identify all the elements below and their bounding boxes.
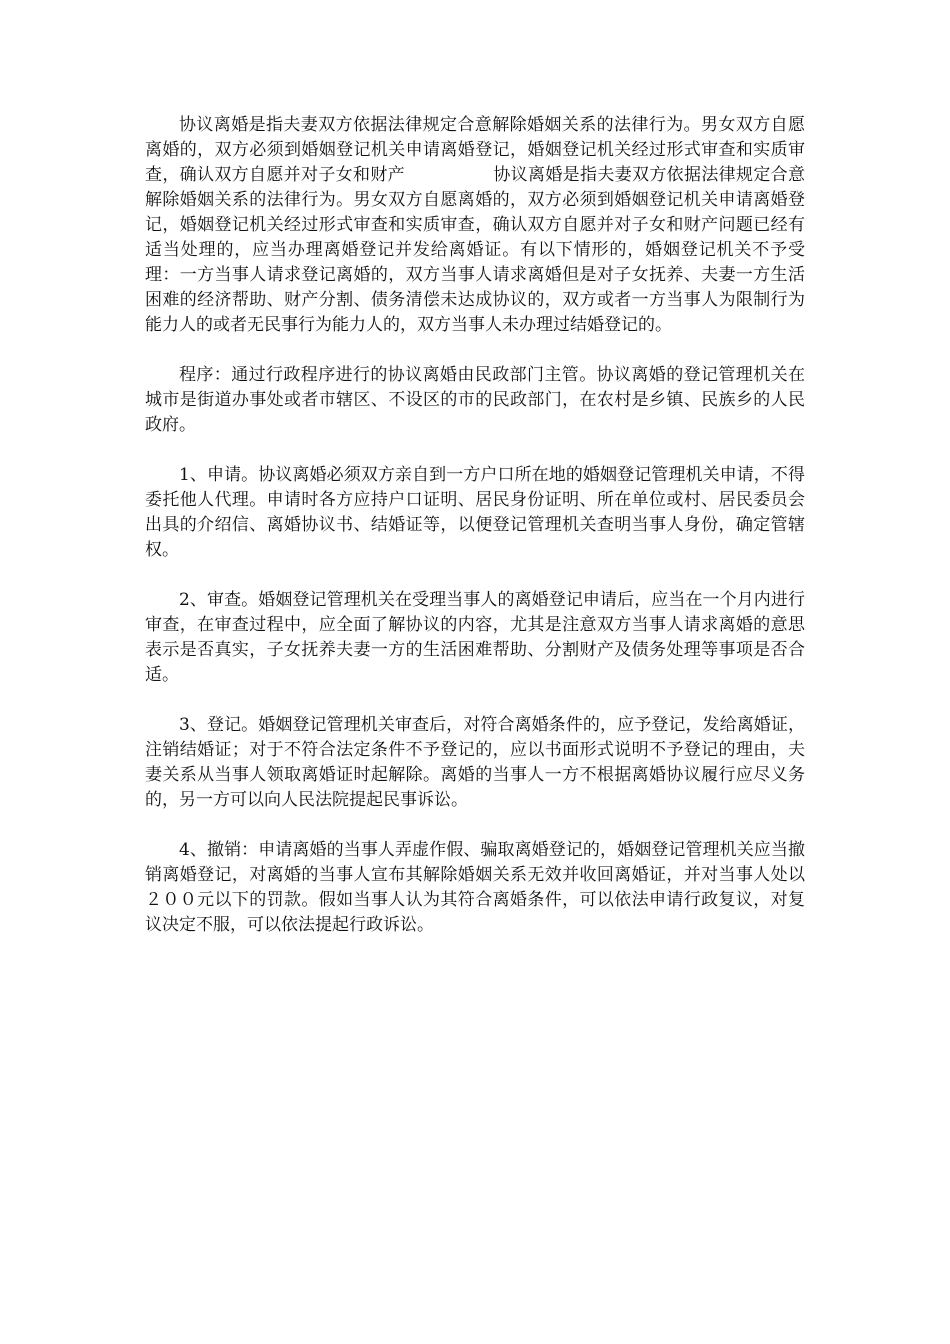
- paragraph-definition-part2: 协议离婚是指夫妻双方依据法律规定合意解除婚姻关系的法律行为。男女双方自愿离婚的，双方必须到婚姻登记机关申请离婚登记，婚姻登记机关经过形式审查和实质审查，确认双方自愿并对子女和财产问题已经有适当处理的，应当办理离婚登记并发给离婚证。有以下情形的，婚姻登记机关不予受理：一方当事人请求登记离婚的，双方当事人请求离婚但是对子女抚养、夫妻一方生活困难的经济帮助、财产分割、债务清偿未达成协议的，双方或者一方当事人为限制行为能力人的或者无民事行为能力人的，双方当事人未办理过结婚登记的。: [145, 165, 805, 335]
- paragraph-revocation: 4、撤销：申请离婚的当事人弄虚作假、骗取离婚登记的，婚姻登记管理机关应当撤销离婚登记，对离婚的当事人宣布其解除婚姻关系无效并收回离婚证，并对当事人处以２００元以下的罚款。假如当事人认为其符合离婚条件，可以依法申请行政复议，对复议决定不服，可以依法提起行政诉讼。: [145, 840, 805, 935]
- document-body: [145, 113, 805, 963]
- paragraph-apply: 1、申请。协议离婚必须双方亲自到一方户口所在地的婚姻登记管理机关申请，不得委托他人代理。申请时各方应持户口证明、居民身份证明、所在单位或村、居民委员会出具的介绍信、离婚协议书、结婚证等，以便登记管理机关查明当事人身份，确定管辖权。: [145, 465, 805, 560]
- paragraph-registration: 3、登记。婚姻登记管理机关审查后，对符合离婚条件的，应予登记，发给离婚证，注销结婚证；对于不符合法定条件不予登记的，应以书面形式说明不予登记的理由，夫妻关系从当事人领取离婚证时起解除。离婚的当事人一方不根据离婚协议履行应尽义务的，另一方可以向人民法院提起民事诉讼。: [145, 715, 805, 810]
- paragraph-review: 2、审查。婚姻登记管理机关在受理当事人的离婚登记申请后，应当在一个月内进行审查，在审查过程中，应全面了解协议的内容，尤其是注意双方当事人请求离婚的意思表示是否真实，子女抚养夫妻一方的生活困难帮助、分割财产及债务处理等事项是否合适。: [145, 590, 805, 685]
- paragraph-procedure: 程序：通过行政程序进行的协议离婚由民政部门主管。协议离婚的登记管理机关在城市是街道办事处或者市辖区、不设区的市的民政部门，在农村是乡镇、民族乡的人民政府。: [145, 365, 805, 435]
- paragraph-definition: [145, 113, 805, 338]
- paragraph-definition-part1: 协议离婚是指夫妻双方依据法律规定合意解除婚姻关系的法律行为。男女双方自愿离婚的，双方必须到婚姻登记机关申请离婚登记，婚姻登记机关经过形式审查和实质审查，确认双方自愿并对子女和财产: [145, 115, 805, 185]
